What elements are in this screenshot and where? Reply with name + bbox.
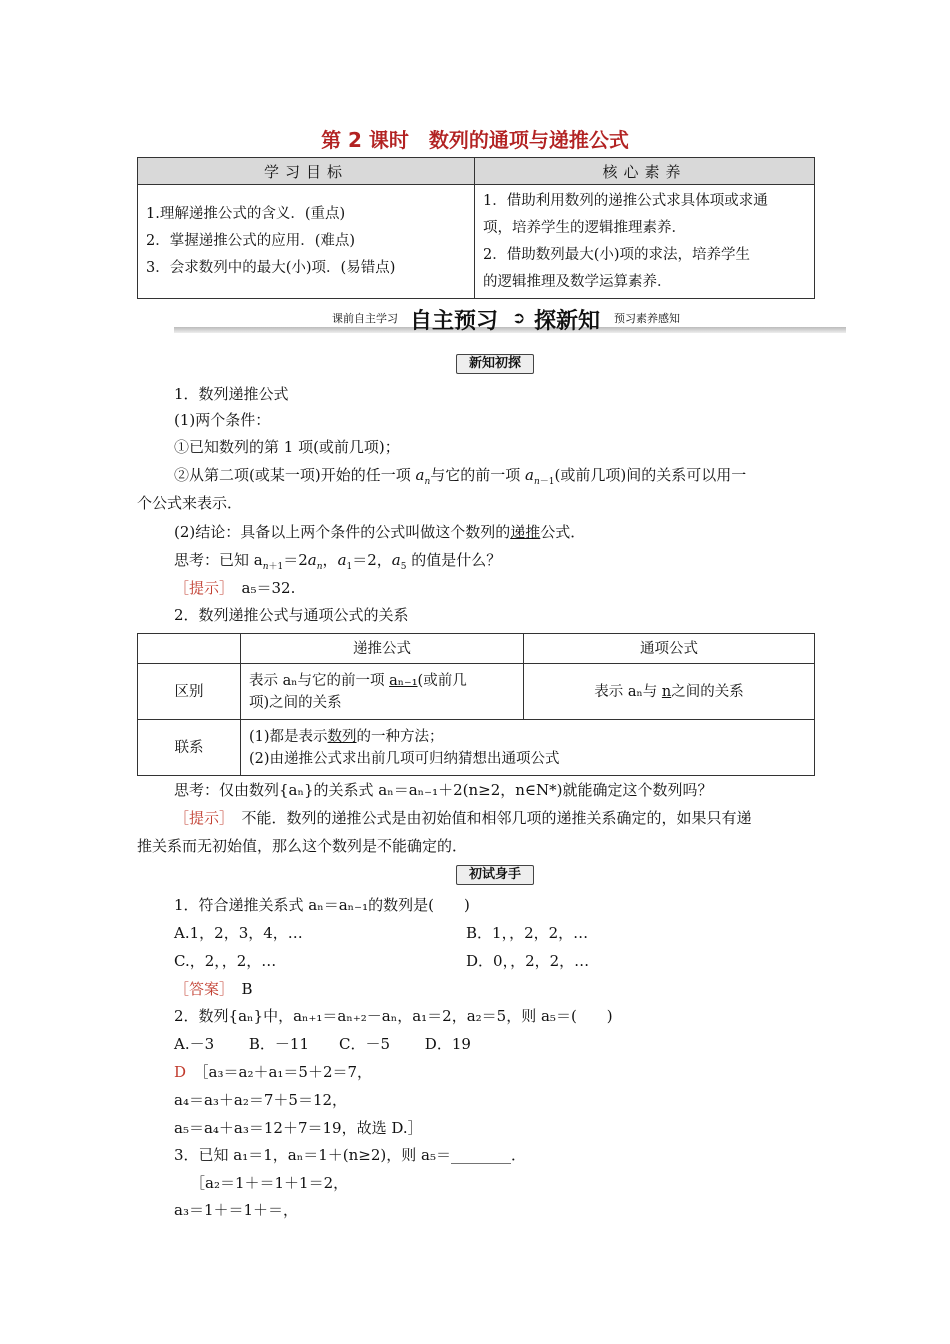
difference-general: 表示 aₙ与 n之间的关系 [524, 664, 815, 720]
col-general: 通项公式 [524, 634, 815, 664]
banner-bar [174, 327, 846, 333]
literacy-item: 2．借助数列最大(小)项的求法，培养学生 [483, 246, 751, 263]
literacy-item: 的逻辑推理及数学运算素养． [483, 273, 672, 290]
s1-p4: 个公式来表示． [137, 494, 243, 512]
goals-header-left: 学习目标 [138, 158, 475, 185]
s1-p3: ②从第二项(或某一项)开始的任一项 $a_n$与它的前一项 $a_{n-1}$(或前几项)间的关系可以用一 [174, 466, 747, 487]
q3-solution-1: ［a₂＝1＋＝1＋1＝2， [190, 1174, 349, 1192]
arrow-icon: ➲ [512, 308, 526, 327]
page-title: 第 2 课时 数列的通项与递推公式 [321, 128, 629, 152]
q2-solution-3: a₅＝a₄＋a₃＝12＋7＝19，故选 D.］ [174, 1119, 423, 1137]
q2-options: A.－3 B．－11 C．－5 D．19 [174, 1035, 471, 1053]
relation-table [137, 633, 815, 776]
q1-option-d: D．0，，2，2，… [466, 952, 590, 970]
banner-big-text-2: 探新知 [534, 309, 601, 334]
goals-header-right: 核心素养 [475, 158, 815, 185]
row-difference: 区别 [138, 664, 241, 720]
s1-heading: 1．数列递推公式 [174, 385, 289, 403]
section-tag-try: 初试身手 [440, 865, 550, 883]
q3-stem: 3．已知 a₁＝1，aₙ＝1＋(n≥2)，则 a₅＝________． [174, 1146, 526, 1164]
s2-hint: ［提示］ 不能．数列的递推公式是由初始值和相邻几项的递推关系确定的，如果只有递 [174, 809, 752, 827]
banner-big-text-1: 自主预习 [410, 309, 499, 334]
goals-right-cell [475, 185, 815, 299]
s1-think: 思考：已知 $a_{n+1}=2a_n$，$a_1=2$，$a_5$ 的值是什么？ [174, 551, 502, 572]
difference-recursive: 表示 aₙ与它的前一项 aₙ₋₁(或前几 项)之间的关系 [241, 664, 524, 720]
s1-p1: (1)两个条件： [174, 411, 271, 429]
q2-solution-1: D ［a₃＝a₂＋a₁＝5＋2＝7， [174, 1063, 373, 1081]
literacy-item: 1．借助利用数列的递推公式求具体项或求通 [483, 192, 768, 209]
goals-left-cell [138, 185, 475, 299]
connection-cell: (1)都是表示数列的一种方法； (2)由递推公式求出前几项可归纳猜想出通项公式 [241, 720, 815, 776]
s1-hint: ［提示］ a₅＝32. [174, 579, 296, 597]
q1-stem: 1．符合递推关系式 aₙ＝aₙ₋₁的数列是( ) [174, 896, 470, 914]
s1-p2: ①已知数列的第 1 项(或前几项)； [174, 438, 400, 456]
section-tag-new: 新知初探 [440, 354, 550, 372]
q1-option-a: A.1，2，3，4，… [174, 924, 303, 942]
literacy-item: 项，培养学生的逻辑推理素养． [483, 219, 686, 236]
row-connection: 联系 [138, 720, 241, 776]
col-recursive: 递推公式 [241, 634, 524, 664]
goal-item: 1.理解递推公式的含义．(重点) [146, 206, 346, 222]
banner-left-text: 课前自主学习 [332, 312, 398, 325]
s1-p5: (2)结论：具备以上两个条件的公式叫做这个数列的递推公式． [174, 523, 586, 541]
q1-option-c: C.，2，，2，… [174, 952, 277, 970]
goal-item: 3．会求数列中的最大(小)项．(易错点) [146, 260, 396, 276]
q1-answer: ［答案］ B [174, 980, 253, 998]
s2-hint-cont: 推关系而无初始值，那么这个数列是不能确定的． [137, 837, 468, 855]
goals-table [137, 157, 815, 299]
q2-solution-2: a₄＝a₃＋a₂＝7＋5＝12， [174, 1091, 348, 1109]
section-banner [174, 304, 846, 338]
q1-option-b: B．1，，2，2，… [466, 924, 589, 942]
banner-right-text: 预习素养感知 [614, 312, 680, 325]
goal-item: 2．掌握递推公式的应用．(难点) [146, 233, 356, 249]
q3-solution-2: a₃＝1＋＝1＋＝， [174, 1201, 299, 1219]
q2-stem: 2．数列{aₙ}中，aₙ₊₁＝aₙ₊₂－aₙ，a₁＝2，a₂＝5，则 a₅＝( ) [174, 1007, 613, 1025]
s2-think: 思考：仅由数列{aₙ}的关系式 aₙ＝aₙ₋₁＋2(n≥2，n∈N*)就能确定这个数列吗？ [174, 781, 713, 799]
s2-heading: 2．数列递推公式与通项公式的关系 [174, 606, 409, 624]
